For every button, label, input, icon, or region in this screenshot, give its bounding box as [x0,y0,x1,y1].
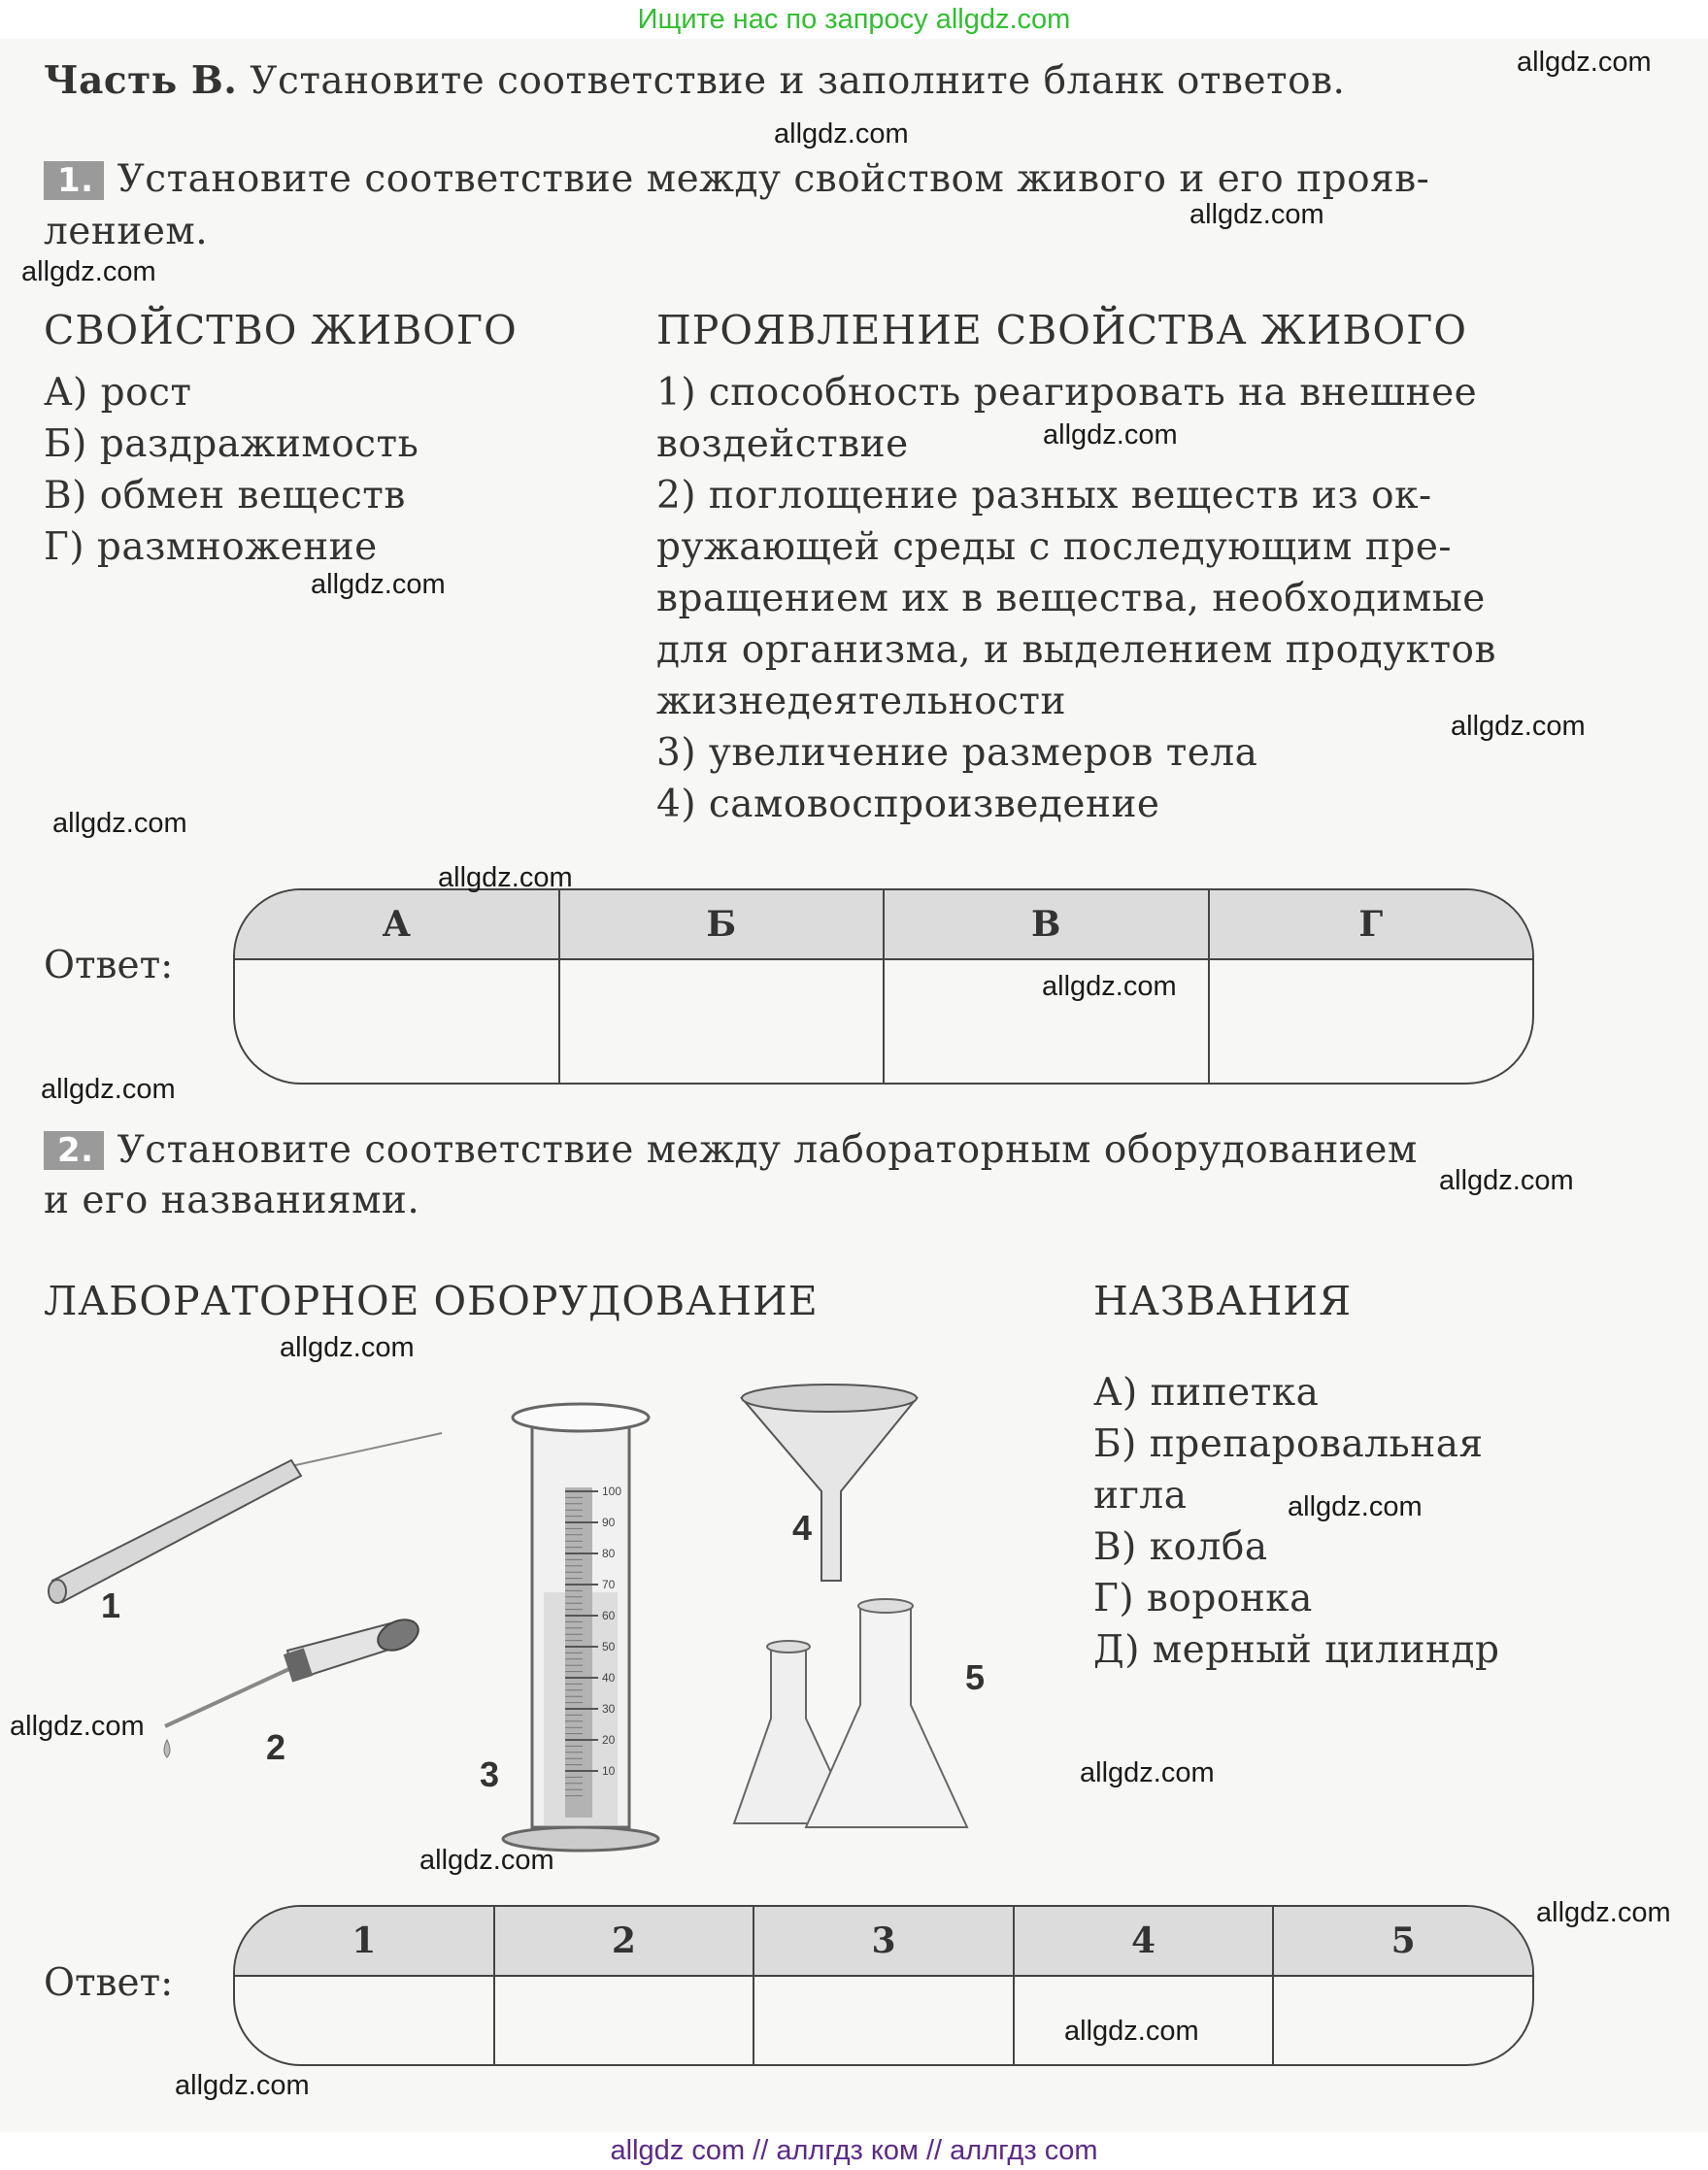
watermark: allgdz.com [311,569,446,600]
name-item: В) колба [1093,1525,1268,1569]
lab-equipment-illustration [0,1359,1068,1864]
task1-answer-header-row [235,890,1532,960]
watermark: allgdz.com [438,862,573,893]
answer-cell-g[interactable] [1210,960,1533,1083]
figure-label-3: 3 [480,1754,500,1794]
answer-col-header: 4 [1015,1907,1275,1975]
part-title-bold: Часть В. [44,58,238,103]
watermark: allgdz.com [1439,1165,1574,1196]
answer-col-header: 2 [495,1907,755,1975]
name-item: Б) препаровальная [1093,1422,1484,1466]
dissecting-needle-icon [49,1433,442,1603]
bottom-banner: allgdz com // аллгдз ком // аллгдз com [0,2132,1708,2170]
answer-col-header: 1 [235,1907,495,1975]
task2-question-line1: 2. Установите соответствие между лабораторным оборудованием [44,1128,1533,1172]
part-title [44,58,1345,103]
property-item: Г) размножение [44,525,378,569]
watermark: allgdz.com [175,2070,310,2101]
top-banner: Ищите нас по запросу allgdz.com [0,0,1708,39]
cylinder-tick-label: 100 [602,1485,622,1498]
cylinder-tick-label: 70 [602,1578,616,1591]
answer-col-header: В [885,890,1210,958]
task2-answer-table [233,1905,1534,2066]
figure-label-5: 5 [965,1657,986,1697]
figure-label-1: 1 [101,1586,121,1625]
flask-icon [734,1599,967,1827]
watermark: allgdz.com [1064,2016,1199,2047]
manifestation-line: для организма, и выделением продуктов [656,628,1496,672]
task2-answer-input-row [235,1977,1532,2064]
figure-label-2: 2 [266,1727,286,1767]
watermark: allgdz.com [419,1845,554,1876]
watermark: allgdz.com [1451,711,1586,742]
cylinder-tick-label: 50 [602,1640,616,1653]
answer-col-header: Г [1358,904,1384,945]
answer-cell-2[interactable] [495,1977,755,2064]
name-item: А) пипетка [1093,1371,1320,1415]
task2-question-line2: и его названиями. [44,1179,420,1222]
manifestation-line: ружающей среды с последующим пре- [656,525,1453,569]
manifestation-line: 4) самовоспроизведение [656,783,1160,826]
answer-cell-5[interactable] [1274,1977,1532,2064]
task1-right-header: ПРОЯВЛЕНИЕ СВОЙСТВА ЖИВОГО [656,307,1467,353]
watermark: allgdz.com [1080,1757,1215,1788]
task1-answer-label: Ответ: [44,944,174,987]
task2-answer-header-row [235,1907,1532,1977]
manifestation-line: воздействие [656,422,909,466]
task1-left-header: СВОЙСТВО ЖИВОГО [44,307,518,353]
answer-cell-1[interactable] [235,1977,495,2064]
manifestation-line: жизнедеятельности [656,680,1066,723]
cylinder-tick-label: 90 [602,1516,616,1529]
watermark: allgdz.com [1288,1491,1423,1522]
answer-cell-b[interactable] [560,960,886,1083]
watermark: allgdz.com [1536,1897,1671,1928]
property-item: В) обмен веществ [44,474,406,517]
task2-right-header: НАЗВАНИЯ [1093,1278,1353,1324]
name-item: игла [1093,1474,1188,1518]
answer-col-header: А [235,890,560,958]
cylinder-tick-label: 40 [602,1671,616,1685]
task1-question-line2: лением. [44,210,209,253]
property-item: Б) раздражимость [44,422,419,466]
part-title-rest: Установите соответствие и заполните бланк ответов. [250,59,1346,103]
answer-cell-3[interactable] [754,1977,1015,2064]
watermark: allgdz.com [52,808,187,839]
pipette-icon [164,1614,423,1757]
manifestation-line: 1) способность реагировать на внешнее [656,371,1478,415]
cylinder-tick-label: 80 [602,1547,616,1560]
watermark: allgdz.com [280,1332,415,1363]
task2-number: 2. [44,1131,104,1170]
cylinder-tick-label: 60 [602,1609,616,1622]
watermark: allgdz.com [21,256,156,287]
watermark: allgdz.com [10,1711,145,1742]
watermark: allgdz.com [774,118,909,150]
answer-col-header: Б [560,890,886,958]
answer-cell-a[interactable] [235,960,560,1083]
cylinder-tick-label: 10 [602,1764,616,1778]
manifestation-line: 3) увеличение размеров тела [656,731,1258,775]
property-item: А) рост [44,371,192,415]
watermark: allgdz.com [1043,419,1178,451]
watermark: allgdz.com [41,1074,176,1105]
task1-number: 1. [44,161,104,200]
manifestation-line: 2) поглощение разных веществ из ок- [656,474,1432,517]
task1-answer-table [233,888,1534,1085]
name-item: Г) воронка [1093,1577,1313,1620]
task1-question-line1: 1. Установите соответствие между свойством живого и его прояв- [44,157,1429,201]
manifestation-line: вращением их в вещества, необходимые [656,577,1486,620]
watermark: allgdz.com [1189,199,1324,230]
task1-answer-input-row [235,960,1532,1083]
watermark: allgdz.com [1042,971,1177,1002]
watermark: allgdz.com [1517,47,1652,78]
name-item: Д) мерный цилиндр [1093,1628,1500,1672]
task2-left-header: ЛАБОРАТОРНОЕ ОБОРУДОВАНИЕ [44,1278,819,1324]
figure-label-4: 4 [792,1508,813,1548]
task2-answer-label: Ответ: [44,1961,174,2005]
cylinder-tick-label: 20 [602,1733,616,1747]
answer-col-header: 3 [754,1907,1015,1975]
cylinder-tick-label: 30 [602,1702,616,1716]
funnel-icon [742,1385,917,1581]
answer-col-header: 5 [1390,1920,1416,1961]
